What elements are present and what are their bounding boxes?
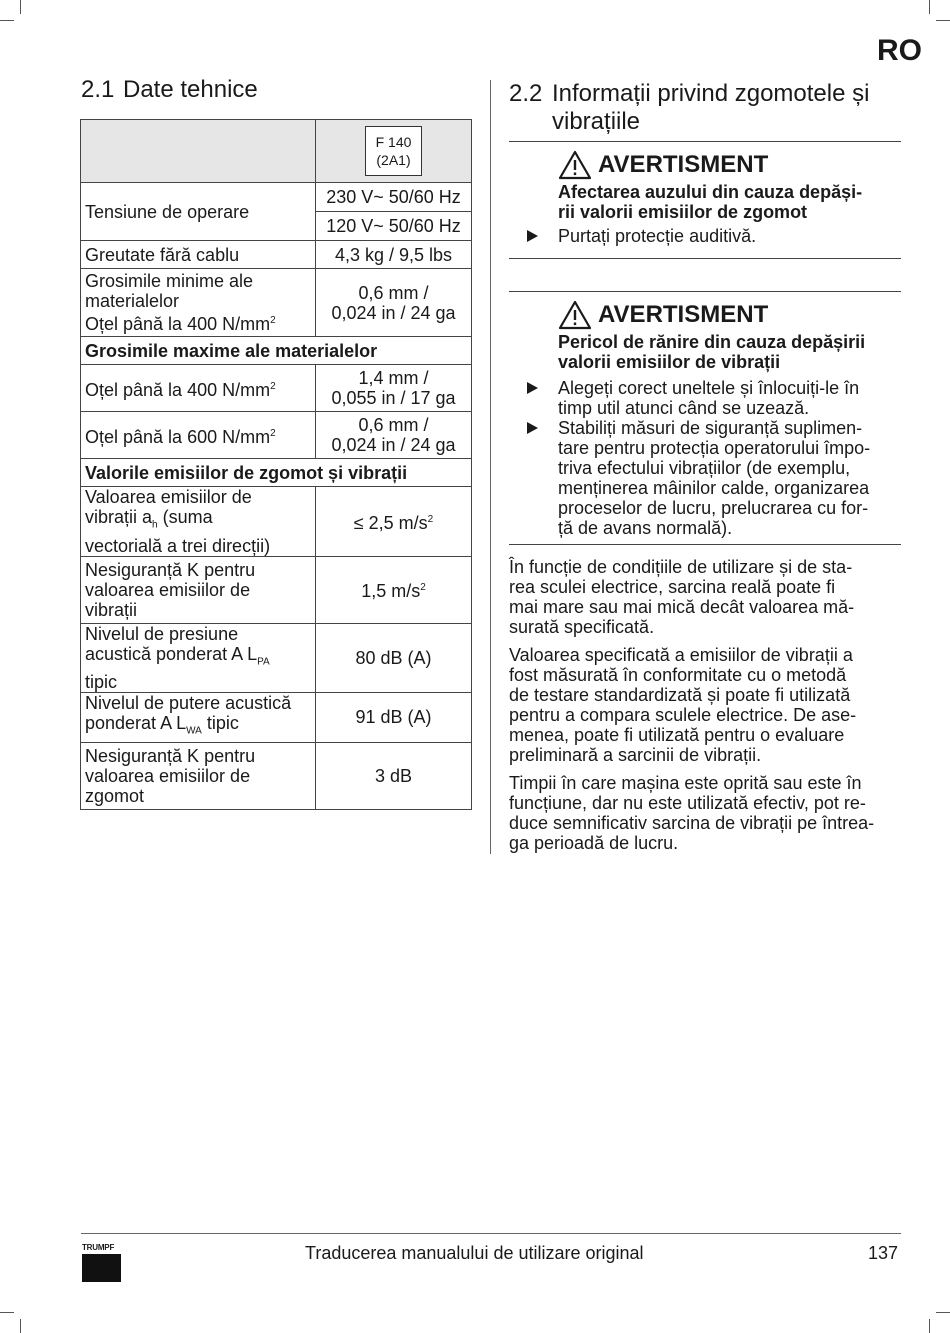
table-row: Nivelul de putere acustică ponderat A $L_{WA}$ tipic 91 dB (A)	[81, 693, 472, 743]
footer-title: Traducerea manualului de utilizare original	[305, 1243, 644, 1263]
crop-mark	[0, 1312, 14, 1313]
paragraph: Valoarea specificată a emisiilor de vibrații a fost măsurată în conformitate cu o metodă de testare standardizată și poate fi utilizată pentru a compara sculele electrice. De ase- menea, poate fi utilizată pentru o evaluare preliminară a sarcinii de vibrații.	[509, 645, 857, 765]
divider	[509, 258, 901, 259]
crop-mark	[20, 1319, 21, 1333]
column-divider	[490, 80, 491, 854]
divider	[509, 544, 901, 545]
trumpf-logo: TRUMPF	[82, 1243, 122, 1282]
table-row: Nesiguranță K pentru valoarea emisiilor de zgomot 3 dB	[81, 742, 472, 809]
technical-data-table	[80, 119, 472, 810]
table-row: Nesiguranță K pentru valoarea emisiilor de vibrații 1,5 $m/s^2$	[81, 556, 472, 623]
footer-divider	[81, 1233, 901, 1234]
table-row: 120 V~ 50/60 Hz	[81, 212, 472, 241]
model-label: F 140 (2A1)	[365, 126, 423, 176]
warning-box: AVERTISMENT Pericol de rănire din cauza depășirii valorii emisiilor de vibrații Alegeți corect uneltele și înlocuiți-le în timp util atunci când se uzează. Stabiliți măsuri de siguranță suplimen- tare pentru protecția operatorului împo- triva efectului vibrațiilor (de exemplu, menținerea mâinilor calde, organizarea proceselor de lucru, prelucrarea cu for- ță de avans normală).	[509, 292, 901, 538]
section-noise-vibration	[509, 80, 901, 861]
page-number: 137	[867, 1243, 898, 1263]
crop-mark	[20, 0, 21, 14]
table-row: Oțel până la 400 $N/mm^2$ 1,4 mm / 0,055 in / 17 ga	[81, 365, 472, 412]
paragraph: Timpii în care mașina este oprită sau este în funcțiune, dar nu este utilizată efectiv, pot re- duce semnificativ sarcina de vibrații pe întrea- ga perioadă de lucru.	[509, 773, 875, 853]
crop-mark	[936, 1312, 950, 1313]
list-item: Stabiliți măsuri de siguranță suplimen- tare pentru protecția operatorului împo- triva efectului vibrațiilor (de exemplu, menținerea mâinilor calde, organizarea proceselor de lucru, prelucrarea cu for- ță de avans normală).	[558, 418, 901, 538]
table-header-row	[81, 120, 472, 183]
warning-icon	[558, 300, 592, 330]
language-badge: RO	[877, 34, 922, 67]
table-row: Grosimile minime ale materialelor Oțel până la 400 $N/mm^2$ 0,6 mm / 0,024 in / 24 ga	[81, 269, 472, 337]
warning-icon	[558, 150, 592, 180]
table-row: Nivelul de presiune acustică ponderat A $L_{PA}$ tipic 80 dB (A)	[81, 623, 472, 693]
crop-mark	[0, 20, 14, 21]
table-row: Oțel până la 600 $N/mm^2$ 0,6 mm / 0,024 in / 24 ga	[81, 412, 472, 459]
crop-mark	[929, 0, 930, 14]
warning-box: AVERTISMENT Afectarea auzului din cauza depăși- rii valorii emisiilor de zgomot Purtați protecție auditivă.	[509, 142, 901, 246]
table-group-row: Valorile emisiilor de zgomot și vibrații	[81, 459, 472, 487]
table-row: Valoarea emisiilor de vibrații $a_h$ (suma vectorială a trei direcții) ≤ 2,5 $m/s^2$	[81, 487, 472, 557]
table-row: Tensiune de operare 230 V~ 50/60 Hz	[81, 183, 472, 212]
warning-heading: AVERTISMENT	[558, 148, 901, 182]
table-group-row: Grosimile maxime ale materialelor	[81, 337, 472, 365]
list-item: Purtați protecție auditivă.	[558, 226, 901, 246]
list-item: Alegeți corect uneltele și înlocuiți-le în timp util atunci când se uzează.	[558, 378, 901, 418]
bullet-arrow-icon	[527, 230, 538, 242]
section-title: 2.2 Informații privind zgomotele și vibrațiile	[509, 80, 870, 135]
bullet-arrow-icon	[527, 422, 538, 434]
crop-mark	[929, 1319, 930, 1333]
section-technical-data	[81, 76, 473, 104]
section-title: 2.1 Date tehnice	[81, 76, 258, 103]
paragraph: În funcție de condițiile de utilizare și de sta- rea sculei electrice, sarcina reală poate fi mai mare sau mai mică decât valoarea mă- surată specificată.	[509, 557, 855, 637]
warning-heading: AVERTISMENT	[558, 298, 901, 332]
bullet-arrow-icon	[527, 382, 538, 394]
crop-mark	[936, 20, 950, 21]
table-row: Greutate fără cablu 4,3 kg / 9,5 lbs	[81, 241, 472, 269]
